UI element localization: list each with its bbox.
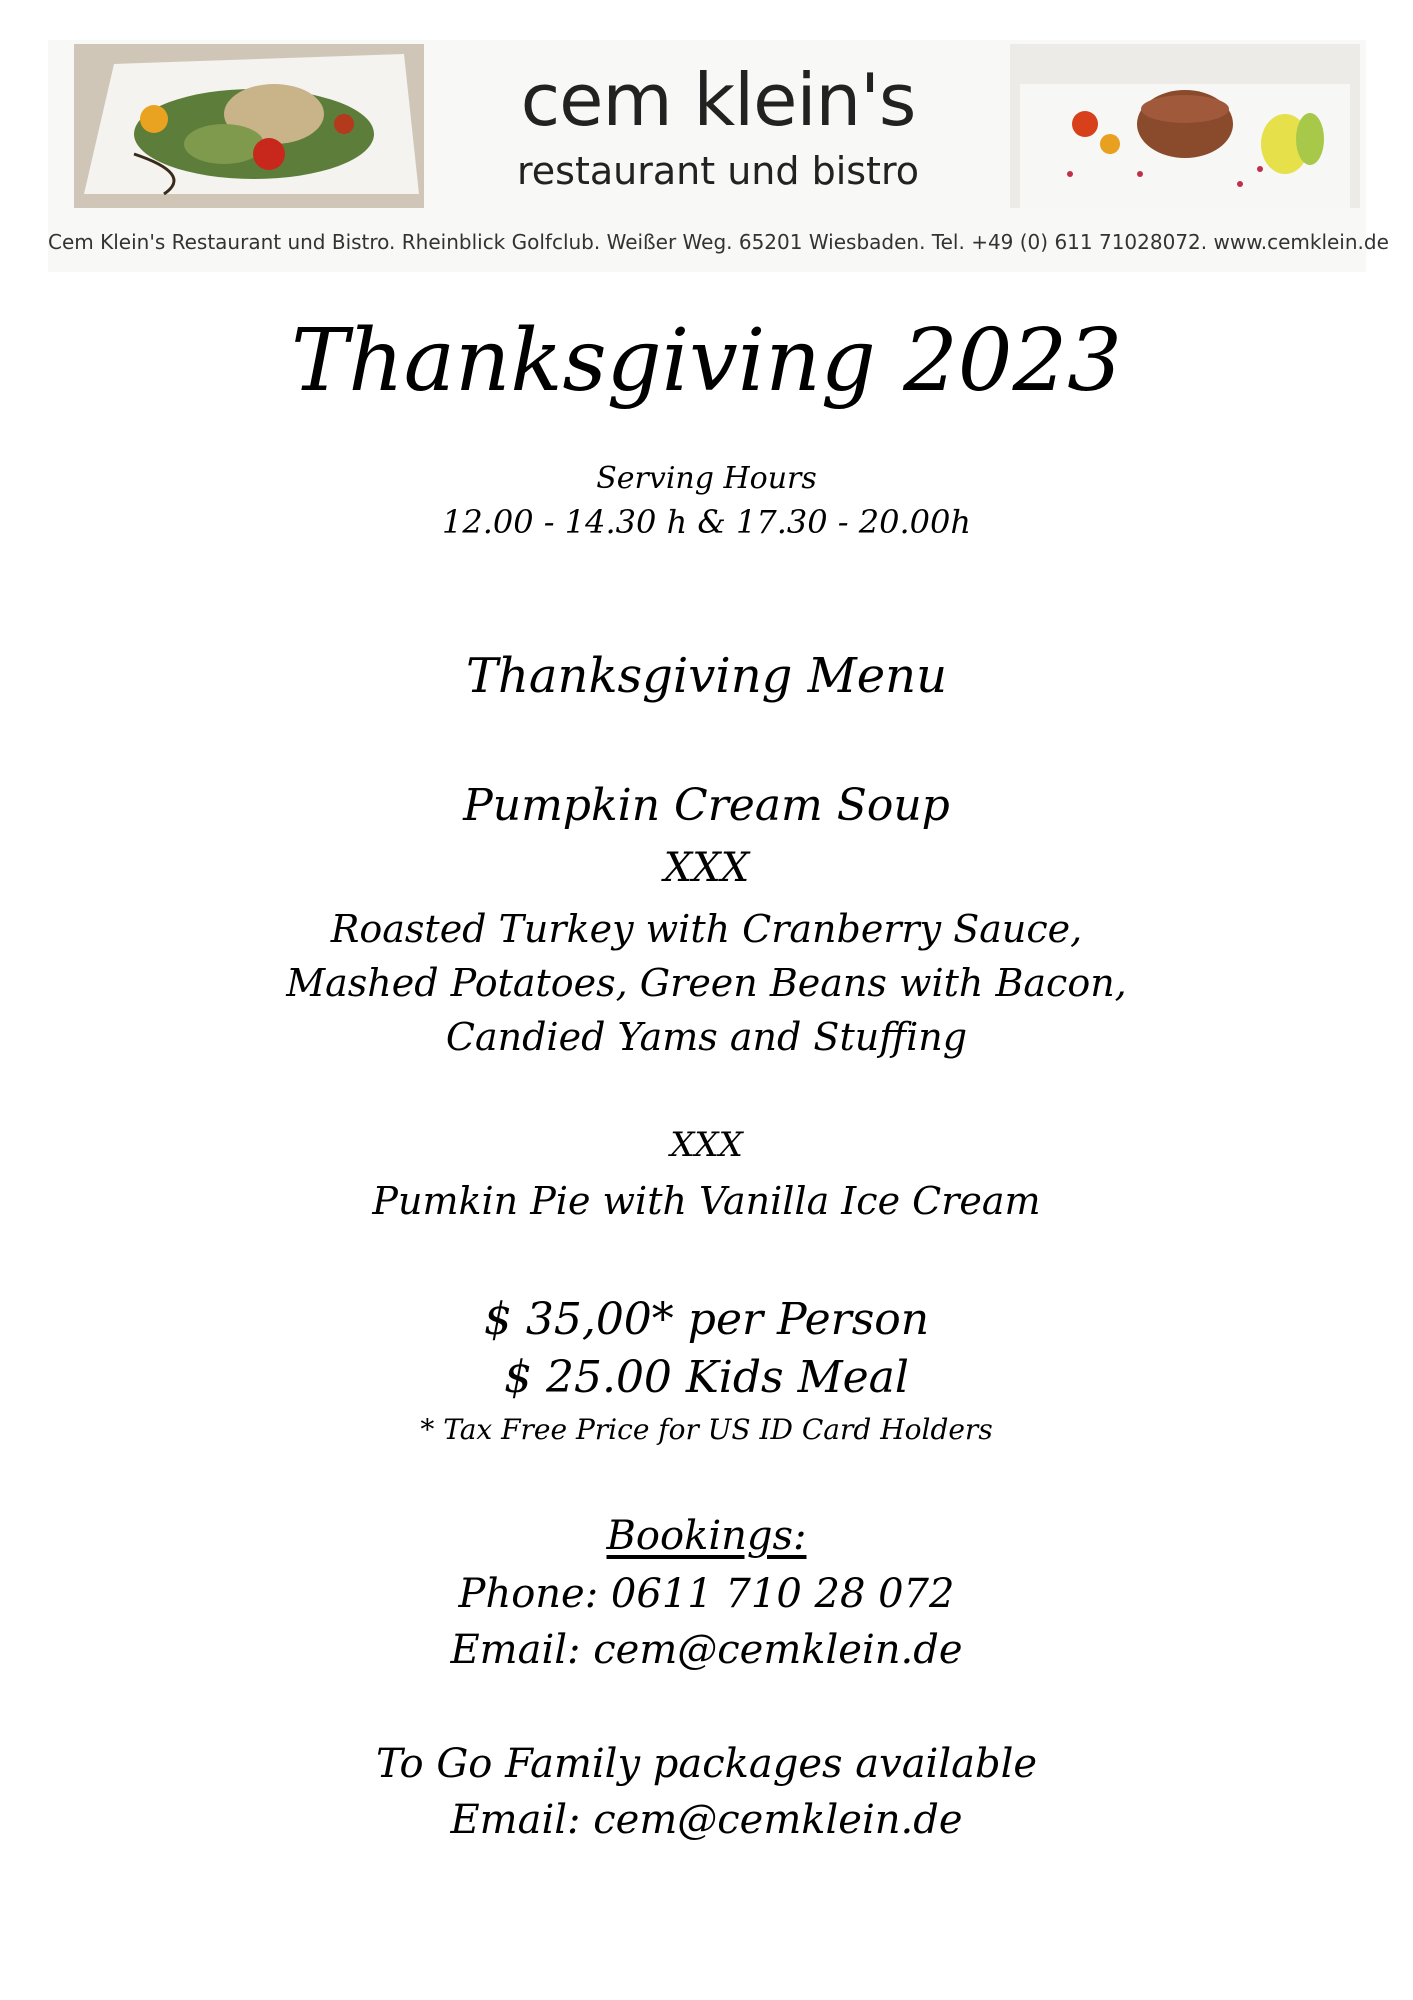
to-go-email: Email: cem@cemklein.de [450,1797,963,1843]
menu-title: Thanksgiving Menu [465,648,947,704]
tartare-dish-image [1010,44,1360,208]
contact-address-line: Cem Klein's Restaurant und Bistro. Rheinblick Golfclub. Weißer Weg. 65201 Wiesbaden. Tel. +49 (0) 611 71028072. www.cemklein.de [48,230,1389,254]
serving-hours: 12.00 - 14.30 h & 17.30 - 20.00h [442,503,971,541]
course-separator: XXX [670,1125,743,1165]
main-course-line: Roasted Turkey with Cranberry Sauce, [330,907,1083,951]
tax-free-note: * Tax Free Price for US ID Card Holders [420,1413,993,1446]
to-go-packages: To Go Family packages available [375,1741,1038,1787]
brand-subtitle: restaurant und bistro [517,149,919,193]
salad-dish-photo [74,44,424,208]
salad-dish-image [74,44,424,208]
serving-hours-label: Serving Hours [596,461,817,496]
page-title: Thanksgiving 2023 [291,311,1122,411]
course-separator: XXX [663,845,750,891]
brand-name: cem klein's [520,58,916,142]
letterhead [48,40,1389,272]
main-course-line: Mashed Potatoes, Green Beans with Bacon, [286,961,1127,1005]
tartare-dish-photo [1010,44,1360,208]
bookings-heading: Bookings: [606,1513,807,1559]
dessert-course: Pumkin Pie with Vanilla Ice Cream [372,1179,1041,1223]
bookings-email: Email: cem@cemklein.de [450,1627,963,1673]
bookings-phone: Phone: 0611 710 28 072 [458,1571,955,1617]
kids-price: $ 25.00 Kids Meal [503,1352,909,1403]
adult-price: $ 35,00* per Person [483,1294,930,1345]
starter-course: Pumpkin Cream Soup [463,780,950,831]
main-course-line: Candied Yams and Stuffing [445,1015,968,1059]
